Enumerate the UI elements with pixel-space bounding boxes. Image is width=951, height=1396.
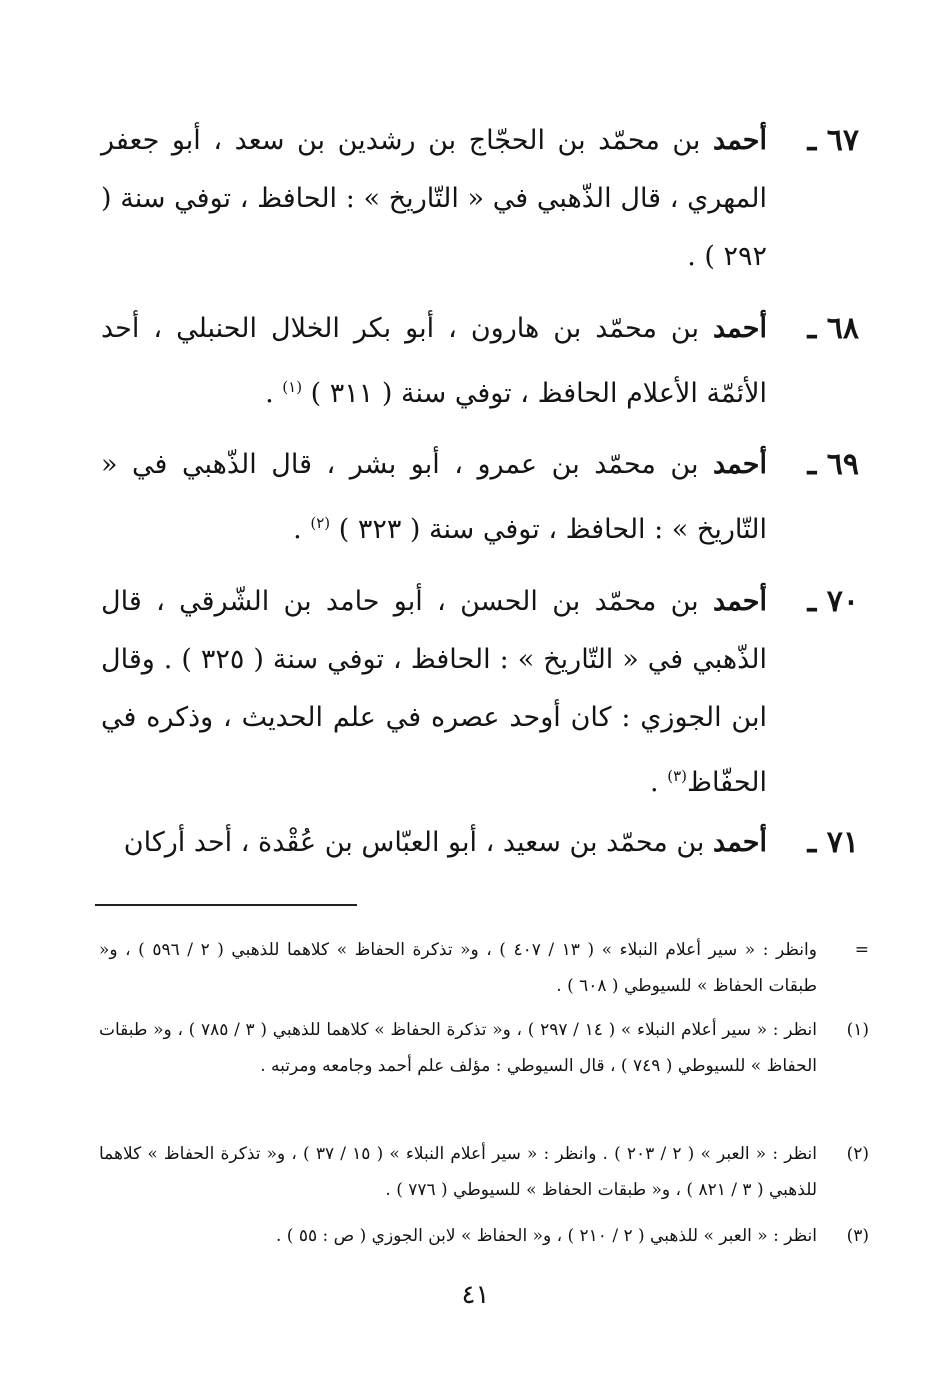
- entry-name: أحمد: [713, 449, 767, 480]
- footnote-mark: =: [854, 940, 869, 960]
- footnote-1: [99, 1012, 869, 1084]
- footnote-text: انظر : « سير أعلام النبلاء » ( ١٤ / ٢٩٧ ) ، و« تذكرة الحفاظ » كلاهما للذهبي ( ٣ / ٧٨٥ ) ، و« طبقات الحفاظ » للسيوطي ( ٧٤٩ ) ، قال السيوطي : مؤلف علم أحمد وجامعه ومرتبه .: [99, 1020, 818, 1076]
- footnote-text: وانظر : « سير أعلام النبلاء » ( ١٣ / ٤٠٧ ) ، و« تذكرة الحفاظ » كلاهما للذهبي ( ٢ / ٥٩٦ ) ، و« طبقات الحفاظ » للسيوطي ( ٦٠٨ ) .: [99, 940, 817, 996]
- entry-text: [101, 112, 767, 286]
- footnote-3: [99, 1218, 869, 1254]
- footnote-2: [99, 1136, 869, 1208]
- entry-70: [99, 573, 859, 812]
- entry-body: بن محمّد بن سعيد ، أبو العبّاس بن عُقْدة ، أحد أركان: [123, 827, 705, 858]
- entry-name: أحمد: [713, 586, 767, 617]
- page-number: ٤١: [461, 1280, 490, 1310]
- entry-number: ٧١ ـ: [807, 825, 859, 860]
- entry-body: بن محمّد بن الحجّاج بن رشدين بن سعد ، أبو جعفر المهري ، قال الذّهبي في « التّاريخ » : الحافظ ، توفي سنة ( ٢٩٢ ) .: [101, 125, 767, 272]
- entry-end: .: [650, 767, 668, 798]
- entry-text: [101, 814, 767, 872]
- footnote-text: انظر : « العبر » ( ٢ / ٢٠٣ ) . وانظر : « سير أعلام النبلاء » ( ١٥ / ٣٧ ) ، و« تذكرة الحفاظ » كلاهما للذهبي ( ٣ / ٨٢١ ) ، و« طبقات الحفاظ » للسيوطي ( ٧٧٦ ) .: [99, 1144, 817, 1200]
- footnote-mark: (٢): [846, 1144, 869, 1164]
- entry-body: بن محمّد بن هارون ، أبو بكر الخلال الحنبلي ، أحد الأئمّة الأعلام الحافظ ، توفي سنة ( ٣١١ ): [101, 313, 767, 409]
- footnote-mark: (١): [846, 1020, 869, 1040]
- footnote-text: انظر : « العبر » للذهبي ( ٢ / ٢١٠ ) ، و« الحفاظ » لابن الجوزي ( ص : ٥٥ ) .: [276, 1226, 817, 1246]
- footnote-ref: (١): [282, 378, 303, 396]
- footnote-ref: (٣): [667, 767, 687, 785]
- entry-text: [101, 436, 767, 559]
- footnote-divider: [95, 904, 357, 906]
- entry-end: .: [265, 378, 283, 409]
- entry-71: [99, 814, 859, 872]
- entry-name: أحمد: [713, 313, 767, 344]
- entry-67: [99, 112, 859, 286]
- entry-number: ٦٧ ـ: [807, 123, 859, 158]
- entry-number: ٦٩ ـ: [807, 447, 859, 482]
- entry-name: أحمد: [713, 827, 767, 858]
- entry-number: ٧٠ ـ: [807, 584, 859, 619]
- entry-body: بن محمّد بن عمرو ، أبو بشر ، قال الذّهبي في « التّاريخ » : الحافظ ، توفي سنة ( ٣٢٣ ): [101, 449, 767, 545]
- footnote-continued: [99, 932, 869, 1004]
- entry-69: [99, 436, 859, 559]
- entry-68: [99, 300, 859, 423]
- entry-text: [101, 300, 767, 423]
- entry-end: .: [293, 514, 311, 545]
- footnote-ref: (٢): [310, 514, 331, 532]
- entry-number: ٦٨ ـ: [807, 311, 859, 346]
- footnote-mark: (٣): [846, 1226, 869, 1246]
- entry-body: بن محمّد بن الحسن ، أبو حامد بن الشّرقي ، قال الذّهبي في « التّاريخ » : الحافظ ، توفي سنة ( ٣٢٥ ) . وقال ابن الجوزي : كان أوحد عصره في علم الحديث ، وذكره في الحفّاظ: [101, 586, 767, 798]
- entry-name: أحمد: [713, 125, 767, 156]
- entry-text: [101, 573, 767, 812]
